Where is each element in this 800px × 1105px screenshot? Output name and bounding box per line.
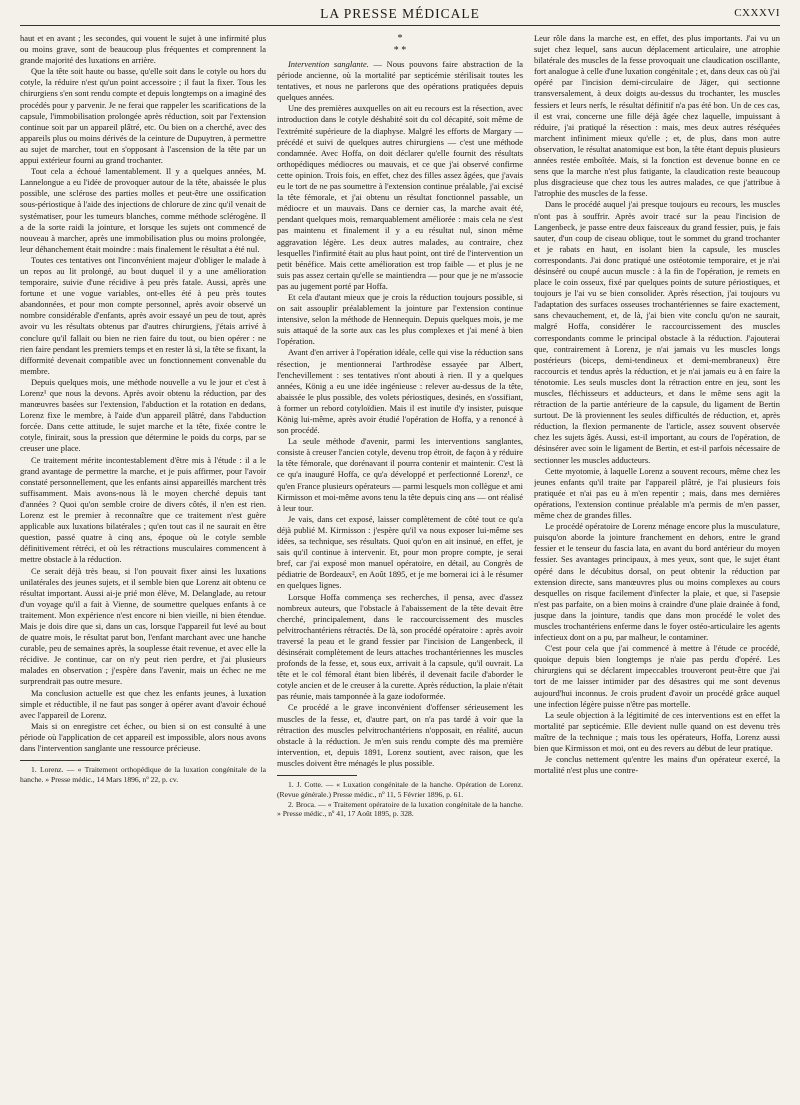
paragraph: Que la tête soit haute ou basse, qu'elle soit dans le cotyle ou hors du cotyle, la réduire n'est qu'un point accessoire ; il faut la fixer. Tous les chirurgiens s'en sont rendu compte et depuis longtemps on a imaginé des procédés pour y parvenir. Je ne ferai que rappeler les scarifications de la capsule, l'immobilisation prolongée après réduction, soit par l'extension continue soit par un appareil plâtré, etc. Ou bien on a cherché, avec des appareils plus ou moins dérivés de la ceinture de Dupuytren, à permettre au sujet de marcher, tout en s'opposant à l'ascension de la tête par un appui extérieur fourni au grand trochanter.: [20, 66, 266, 166]
footnote-rule: [277, 775, 357, 776]
column-3: [534, 33, 780, 1103]
paragraph: Dans le procédé auquel j'ai presque toujours eu recours, les muscles n'ont pas à souffrir. Après avoir tracé sur la peau l'incision de Langenbeck, je passe entre deux faisceaux du grand fessier, puis, je fais sauter, d'un coup de ciseau oblique, tout le sommet du grand trochanter et je rabats en haut, en isolant bien la capsule, les muscles correspondants. J'ai donc pratiqué une ostéotomie temporaire, et je n'ai désinséré ou coupé aucun muscle : à la fin de l'opération, je remets en place le coin osseux, fixé par quelques points de suture périostiques, et toujours je l'ai vu se bien consolider. Après résection, j'ai toujours vu l'adaptation des surfaces osseuses trochantériennes se faire exactement, sans chevauchement, et, de là, j'ai bien vite conclu qu'on ne saurait, malgré Hoffa, considérer le raccourcissement des muscles correspondants comme le principal obstacle à la réduction. J'ajouterai que, contrairement à Lorenz, je n'ai jamais vu les muscles longs postérieurs (biceps, demi-tendineux et demi-membraneux) être raccourcis et tendus après la réduction, et je n'ai jamais eu à en faire la ténotomie. Les seuls muscles dont la rétraction entre en jeu, sont les muscles, fléchisseurs et adducteurs, et dans le même sens agit la rétraction de la partie antérieure de la capsule, du ligament de Bertin surtout. De là proviennent les seules difficultés de réduction, et, après réduction, la flexion permanente de l'article, assez souvent observée chez les sujets âgés. Aussi, est-il important, au cours de l'opération, de désinsérer avec soin le ligament de Bertin, et est-il parfois nécessaire de sectionner les muscles adducteurs.: [534, 199, 780, 465]
paragraph: La seule méthode d'avenir, parmi les interventions sanglantes, consiste à creuser l'ancien cotyle, devenu trop étroit, de façon à y réduire la tête fémorale, que dorénavant il pourra contenir et maintenir. C'est là ce qu'a inauguré Hoffa, ce qu'a développé et perfectionné Lorenz¹, ce qu'en France plusieurs opérateurs — parmi lesquels mon collègue et ami Kirmisson et moi-même avons tenu la tête depuis cinq ans — ont réalisé à leur tour.: [277, 436, 523, 513]
paragraph: Cette myotomie, à laquelle Lorenz a souvent recours, même chez les jeunes enfants qu'il traite par l'appareil plâtré, je l'ai plusieurs fois pratiquée et n'ai pas eu à m'en repentir ; mais, dans mes dernières opérations, l'extension continue préalable m'a permis de m'en passer, même chez de grandes filles.: [534, 465, 780, 521]
column-2: [277, 33, 523, 1103]
paragraph: La seule objection à la légitimité de ces interventions est en effet la mortalité par septicémie. Elle devient nulle quand on est devenu très maître de la technique ; mais tous les opérateurs, Hoffa, Lorenz aussi bien que Kirmisson et moi, ont eu des revers au début de leur pratique.: [534, 709, 780, 753]
paragraph: Leur rôle dans la marche est, en effet, des plus importants. J'ai vu un sujet chez lequel, sans aucun déplacement articulaire, une atrophie bilatérale des muscles de la fesse provoquait une claudication oscillante, fort analogue à celle d'une luxation congénitale ; et, dans deux cas où j'ai opéré par l'incision demi-circulaire de Jäger, qui sectionne transversalement, à deux doigts au-dessus du trochanter, les muscles fessiers et leurs nerfs, le résultat définitif n'a pas été bon. Un de ces cas, il est vrai, concerne une fille déjà âgée chez laquelle, impuissant à réduire, j'ai pratiqué la résection : mais, mes deux autres réséquées marchent infiniment mieux qu'elle ; et, de plus, dans mon autre observation, le résultat anatomique est bon, la tête étant depuis plusieurs années restée emboîtée. Mais, si la fonction est devenue bonne en ce sens que la marche n'est plus fatigante, la claudication reste beaucoup plus disgracieuse que chez tous les autres malades, ce que j'attribue à l'atrophie des muscles de la fesse.: [534, 33, 780, 199]
section-lead: [277, 59, 523, 103]
page-number: CXXXVI: [734, 7, 780, 19]
paragraph: Ma conclusion actuelle est que chez les enfants jeunes, à luxation simple et réductible, il ne faut pas songer à opérer avant d'avoir échoué avec l'appareil de Lorenz.: [20, 687, 266, 720]
running-head: [20, 6, 780, 22]
section-ornament: * * *: [393, 33, 407, 56]
paragraph: Et cela d'autant mieux que je crois la réduction toujours possible, si on sait assouplir préalablement la jointure par l'extension continue intensive, selon la méthode de Hennequin. Depuis quelques mois, je me suis attaqué de la sorte aux cas les plus complexes et j'ai mené à bien l'opération.: [277, 291, 523, 347]
section-lead-text: — Nous pouvons faire abstraction de la période ancienne, où la mortalité par septicémie stérilisait toutes les tentatives, et nous ne parlerons que des opérations pratiquées depuis quelques années.: [277, 59, 523, 103]
column-1: [20, 33, 266, 1103]
footnote: 2. Broca. — « Traitement opératoire de la luxation congénitale de la hanche. » Presse médic., nº 41, 17 Août 1895, p. 328.: [277, 799, 523, 819]
paragraph: Toutes ces tentatives ont l'inconvénient majeur d'obliger le malade à un repos au lit prolongé, au bout duquel il y a une amélioration temporaire, suivie d'une récidive à peu près fatale. Aussi, après une fortune et une vogue variables, ont-elles été à peu près toutes abandonnées, et pour mon compte personnel, après avoir observé un nombre considérable d'enfants, après avoir essayé un peu de tout, après avoir vu les résultats obtenus par d'autres chirurgiens, j'étais arrivé à conclure qu'il fallait ou bien ne rien faire du tout, ou bien opérer : ne rien faire pendant les premiers temps et en rester là si, la tête se fixant, la difformité devenait compatible avec un fonctionnement convenable du membre.: [20, 254, 266, 376]
footnote: 1. Lorenz. — « Traitement orthopédique de la luxation congénitale de la hanche. » Presse médic., 14 Mars 1896, nº 22, p. cv.: [20, 765, 266, 784]
paragraph: Ce procédé a le grave inconvénient d'offenser sérieusement les muscles de la fesse, et, d'autre part, on n'a pas tardé à voir que la rétraction des muscles pelvitrochantériens n'opposait, en réalité, aucun obstacle à la réduction. Je m'en suis rendu compte dès ma première intervention, et, depuis 1891, Lorenz soutient, avec raison, que les muscles doivent être ménagés le plus possible.: [277, 702, 523, 768]
paragraph: Lorsque Hoffa commença ses recherches, il pensa, avec d'assez nombreux auteurs, que l'obstacle à l'abaissement de la tête devait être cherché, principalement, dans le raccourcissement des muscles pelvitrochantériens rétractés. De là, son procédé opératoire : après avoir traversé la peau et le grand fessier par l'incision de Langenbeck, il désinsérait complètement de leurs attaches trochantériennes les muscles profonds de la fesse, et, sous eux, arrivait à la capsule, qu'il ouvrait. La tête et le col fémoral étant bien libérés, il devenait facile d'aborder le cotyle ancien et de le creuser à la curette. Après réduction, la plaie n'était pas réunie, mais tamponnée à la gaze iodoformée.: [277, 591, 523, 702]
paragraph: Avant d'en arriver à l'opération idéale, celle qui vise la réduction sans résection, je mentionnerai l'arthrodèse essayée par Albert, l'enchevillement : ses tentatives n'ont abouti à rien. Il y a quelques années, König a eu une idée ingénieuse : relever au-dessus de la tête, abaissée le plus possible, des volets périostiques, desinés, en s'ossifiant, à former un rebord cotyloïdien. Mais il est inutile d'y insister, puisque König lui-même, après avoir étudié l'opération de Hoffa, y a renoncé à son procédé.: [277, 347, 523, 436]
journal-title: LA PRESSE MÉDICALE: [320, 6, 480, 21]
footnote-rule: [20, 760, 100, 761]
section-title: Intervention sanglante.: [288, 59, 369, 69]
paragraph: Ce serait déjà très beau, si l'on pouvait fixer ainsi les luxations unilatérales des jeunes sujets, et il semble bien que Lorenz ait obtenu ce résultat important. Aussi ai-je prié mon élève, M. Delanglade, au retour d'un voyage qu'il a fait à Vienne, de soumettre quelques enfants à ce traitement. Mon expérience n'est encore ni bien vieille, ni bien étendue. Mais je dois dire que si, dans un cas, lorsque l'appareil fut levé au bout de quatre mois, le résultat parut bon, l'enfant marchant avec une hanche curable, peu de semaines après, la souplesse était revenue, et avec elle la récidive. Je continue, car on n'y peut rien perdre, et j'ai plusieurs malades en observation ; j'espère dans l'avenir, mais un échec ne me surprendrait pas outre mesure.: [20, 565, 266, 687]
paragraph: haut et en avant ; les secondes, qui vouent le sujet à une infirmité plus ou moins grave, sont de beaucoup plus fréquentes et comprennent la grande majorité des luxations en arrière.: [20, 33, 266, 66]
paragraph: Une des premières auxquelles on ait eu recours est la résection, avec introduction dans le cotyle déshabité soit du col décapité, soit même de l'extrémité supérieure de la diaphyse. Malgré les efforts de Margary — précédé et suivi de quelques autres chirurgiens — c'est une méthode condamnée. Avec Hoffa, on doit déclarer qu'elle fournit des résultats orthopédiques médiocres ou mauvais, et ce que j'ai observé confirme cette opinion. Trois fois, en effet, chez des filles assez âgées, que j'avais eu le tort de ne pas soumettre à l'extension continue préalable, j'ai excisé la tête fémorale, et j'ai obtenu un résultat fonctionnel passable, un médiocre et un mauvais. Dans ce dernier cas, la marche avait été, pendant quelques mois, remarquablement améliorée : mais cela ne s'est pas maintenu et finalement il y a eu résultat nul, sinon même aggravation légère. Les deux autres malades, au contraire, chez lesquelles l'infirmité était au plus haut point, ont tiré de l'intervention un petit bénéfice. Mais cette amélioration est trop faible — et plus je ne suis pas assez certain qu'elle se maintiendra — pour que je ne m'associe pas au jugement porté par Hoffa.: [277, 103, 523, 291]
header-rule: [20, 25, 780, 26]
paragraph: Je vais, dans cet exposé, laisser complètement de côté tout ce qu'a déjà publié M. Kirmisson : j'espère qu'il va nous exposer lui-même ses idées, sa technique, ses résultats. Quoi qu'on en ait insinué, en effet, je sais qu'il continue à intervenir. Et, pour mon propre compte, je serai bref, car j'ai exposé mon manuel opératoire, en détail, au Congrès de pédiatrie de Bordeaux², en Août 1895, et je me bornerai ici à le résumer en quelques lignes.: [277, 513, 523, 591]
paragraph: Ce traitement mérite incontestablement d'être mis à l'étude : il a le grand avantage de permettre la marche, et je puis affirmer, pour l'avoir constaté personnellement, que les enfants ainsi appareillés marchent très suffisamment. Mais avons-nous là le moyen cherché depuis tant d'années ? Quoi qu'on semble croire de divers côtés, il n'en est rien. Lorenz est le premier à reconnaître que ce traitement n'est guère applicable aux luxations bilatérales ; qu'en tout cas il ne saurait en être question, passé quatre à cinq ans, époque où le cotyle semble définitivement rétréci, et où les rétractions musculaires commencent à mettre obstacle à la réduction.: [20, 454, 266, 565]
paragraph: Le procédé opératoire de Lorenz ménage encore plus la musculature, puisqu'on aborde la jointure franchement en dehors, entre le grand fessier et le tenseur du fascia lata, en avant du bord antérieur du moyen fessier. Ses avantages principaux, à mes yeux, sont que, le sujet étant opéré dans le décubitus dorsal, on peut obtenir la réduction par extension directe, sans manœuvres plus ou moins complexes au cours desquelles on risque facilement d'infecter la plaie, et que, si l'asepsie n'est pas parfaite, on a bien moins à craindre d'une plaie drainée à fond, jusque dans la jointure, tandis que dans mon procédé le volet des muscles trochantériens enferme dans le foyer ostéo-articulaire les agents infectieux dont on a pu, par malheur, le contaminer.: [534, 521, 780, 643]
paragraph: Tout cela a échoué lamentablement. Il y a quelques années, M. Lannelongue a eu l'idée de provoquer autour de la tête, abaissée le plus possible, une sclérose des parties molles et peut-être une ossification sous-périostique à l'aide des injections de chlorure de zinc qu'il venait de systématiser, pour les tumeurs blanches, comme méthode sclérogène. Il a de la sorte raidi la jointure, et lorsque les sujets ont commencé de nouveau à marcher, après une immobilisation plus ou moins prolongée, leur déhanchement était moindre : mais finalement le résultat a été nul.: [20, 166, 266, 254]
paragraph: Je conclus nettement qu'entre les mains d'un opérateur exercé, la mortalité n'est plus une contre-: [534, 754, 780, 776]
footnote: 1. J. Cotte. — « Luxation congénitale de la hanche. Opération de Lorenz. (Revue générale.) Presse médic., nº 11, 5 Février 1896, p. 61.: [277, 780, 523, 799]
paragraph: C'est pour cela que j'ai commencé à mettre à l'étude ce procédé, quoique depuis bien longtemps je n'aie pas perdu d'opéré. Les chirurgiens qui se déclarent impeccables trouveront peut-être que j'ai tort de me laisser intimider par des désastres qui me sont devenus aujourd'hui inconnus. Je crois prudent d'avoir un procédé grâce auquel une infection légère puisse n'être pas mortelle.: [534, 643, 780, 709]
paragraph: Depuis quelques mois, une méthode nouvelle a vu le jour et c'est à Lorenz¹ que nous la devons. Après avoir obtenu la réduction, par des manœuvres basées sur l'extension, l'abduction et la rotation en dedans, Lorenz fixe le membre, à l'aide d'un appareil plâtré, dans l'abduction forcée. Dans cette attitude, le sujet marche et la tête, fixée contre le cotyle, finirait, sous la pression que détermine le poids du corps, par se creuser une place.: [20, 376, 266, 454]
paragraph: Mais si on enregistre cet échec, ou bien si on est consulté à une période où l'application de cet appareil est impossible, alors nous avons dans l'intervention sanglante une ressource précieuse.: [20, 720, 266, 753]
